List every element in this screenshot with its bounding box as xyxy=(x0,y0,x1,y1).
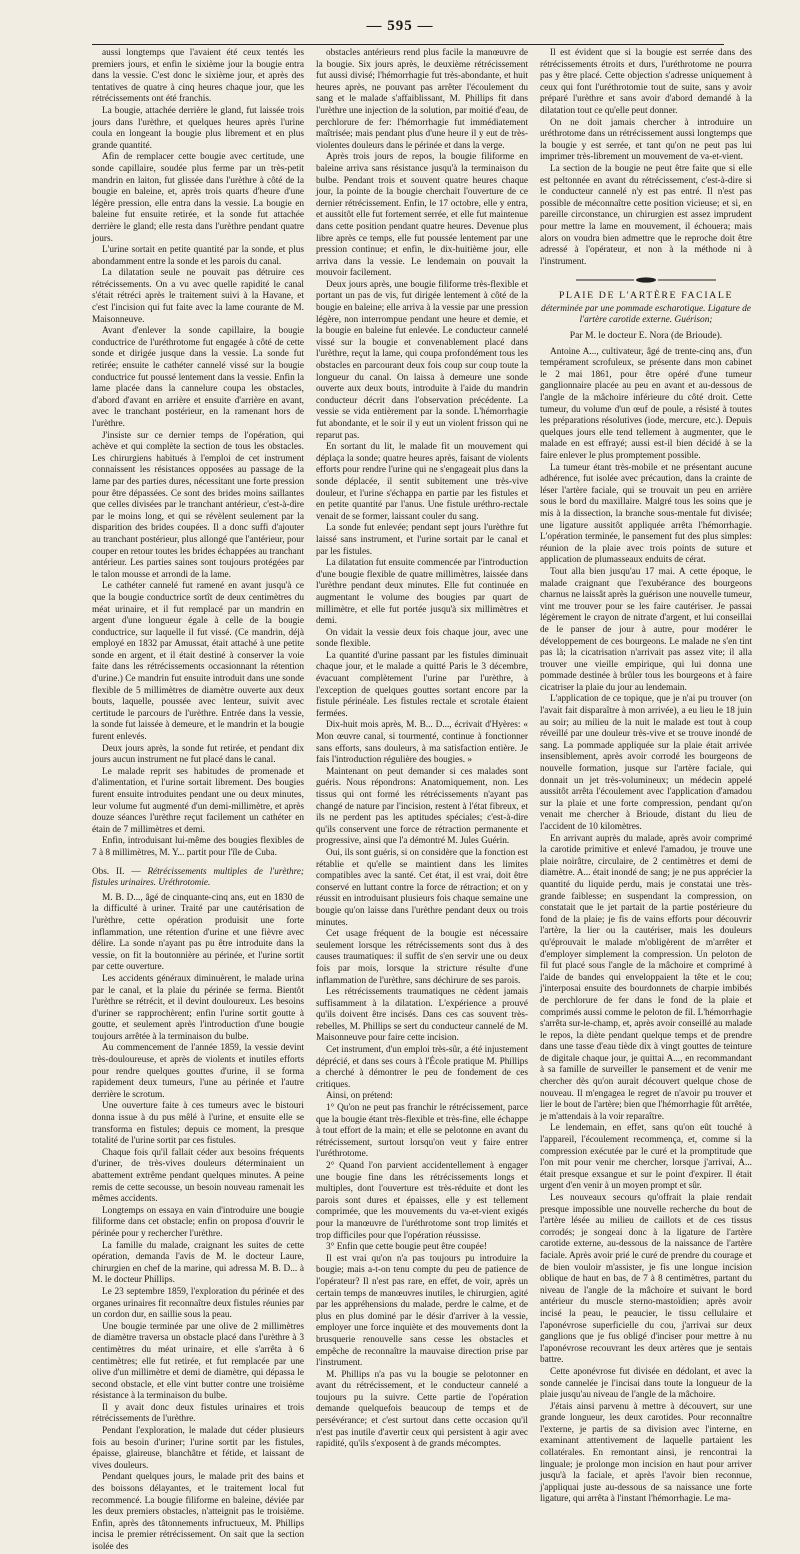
paragraph: Oui, ils sont guéris, si on considère que la fonction est rétablie et qu'elle se maintient dans les limites compatibles avec la santé. Cet état, il est vrai, doit être conservé en luttant contre la force de rétraction; et on y réussit en introduisant plusieurs fois chaque semaine une bougie qu'on laisse dans l'urèthre pendant deux ou trois minutes. xyxy=(316,847,528,928)
paragraph: La dilatation seule ne pouvait pas détruire ces rétrécissements. On a vu avec quelle rapidité le canal s'était rétréci après le traitement suivi à la Havane, et c'est l'incision qui fut faite avec la lame courante de M. Maisonneuve. xyxy=(92,268,304,325)
header-rule xyxy=(92,44,724,45)
section-paragraphs xyxy=(540,347,752,1506)
paragraph: obstacles antérieurs rend plus facile la manœuvre de la bougie. Six jours après, le deuxième rétrécissement fut aussi divisé; l'hémorrhagie fut très-abondante, et huit heures après, ne pouvant pas arrêter l'écoulement du sang et le malade s'affaiblissant, M. Phillips fit dans l'urèthre une injection de la solution, par moitié d'eau, de perchlorure de fer: l'hémorrhagie fut immédiatement maîtrisée; mais pendant plus d'une heure il y eut de très-violentes douleurs dans le périnée et dans la verge. xyxy=(316,48,528,151)
paragraph: La sonde fut enlevée; pendant sept jours l'urèthre fut laissé sans instrument, et l'urine sortait par le canal et par les fistules. xyxy=(316,523,528,557)
paragraph: aussi longtemps que l'avaient été ceux tentés les premiers jours, et enfin le sixième jour la bougie entra dans la vessie. C'est donc le sixième jour, et après des tentatives de quatre à cinq heures chaque jour, que les rétrécissements ont été franchis. xyxy=(92,48,304,105)
paragraph: M. Phillips n'a pas vu la bougie se pelotonner en avant du rétrécissement, et le conducteur cannelé a toujours pu la suivre. Cette partie de l'opération demande quelquefois beaucoup de temps et de persévérance; et c'est surtout dans cette occasion qu'il n'est pas inutile d'avertir ceux qui persistent à agir avec rapidité, qu'ils s'exposent à de grands mécomptes. xyxy=(316,1369,528,1450)
middle-column xyxy=(316,48,528,1450)
paragraph: La section de la bougie ne peut être faite que si elle est peltonnée en avant du rétrécissement, c'est-à-dire si le conducteur cannelé n'y est pas entré. Il n'est pas possible de méconnaître cette position vicieuse; et si, en pareille circonstance, un chirurgien est assez imprudent pour mettre la lame en mouvement, il échouera; mais alors on voudra bien admettre que le reproche doit être adressé à l'opérateur, et non à la méthode ni à l'instrument. xyxy=(540,163,752,267)
section-author: Par M. le docteur E. Nora (de Brioude). xyxy=(569,330,723,342)
paragraph: Au commencement de l'année 1859, la vessie devint très-douloureuse, et après de violents et inutiles efforts pour rendre quelques gouttes d'urine, il se forma rapidement deux tumeurs, l'une au périnée et l'autre derrière le scrotum. xyxy=(92,1043,304,1100)
paragraph: Le cathéter cannelé fut ramené en avant jusqu'à ce que la bougie conductrice sortît de deux centimètres du méat urinaire, et il fut remplacé par un mandrin en argent d'une longueur égale à celle de la bougie conductrice, sur laquelle il fut vissé. (Ce mandrin, déjà employé en 1832 par Amussat, était attaché à une petite sonde en argent, et il était destiné à conserver la voie faite dans les rétrécissements occasionnant la rétention d'urine.) Ce mandrin fut ensuite introduit dans une sonde flexible de 5 millimètres de diamètre ouverte aux deux bouts, laquelle, poussée avec lenteur, suivit avec certitude le parcours de l'urèthre. Entrée dans la vessie, la sonde fut laissée à demeure, et le mandrin et la bougie furent enlevés. xyxy=(92,581,304,743)
paragraph: Une bougie terminée par une olive de 2 millimètres de diamètre traversa un obstacle placé dans l'urèthre à 3 centimètres du méat urinaire, et elle s'arrêta à 6 centimètres; elle fut retirée, et fut remplacée par une olive d'un millimètre et demi de diamètre, qui dépassa le second obstacle, et elle vint butter contre une troisième résistance à la terminaison du bulbe. xyxy=(92,1321,304,1402)
section-title: PLAIE DE L'ARTÈRE FACIALE xyxy=(558,290,734,302)
middle-paragraphs xyxy=(316,48,528,1451)
right-paragraphs xyxy=(540,48,752,268)
right-column xyxy=(540,48,752,1505)
paragraph: Tout alla bien jusqu'au 17 mai. A cette époque, le malade craignant que l'exubérance des bourgeons charnus ne laissât après la guérison une nouvelle tumeur, vint me trouver pour se les faire cautériser. Je passai légèrement le crayon de nitrate d'argent, et lui conseillai de le panser de jour à autre, pour modérer le développement de ces bourgeons. Le malade ne s'en tint pas là; la cicatrisation n'arrivait pas assez vite; il alla trouver une vieille empirique, qui lui donna une pommade destinée à brûler tous les bourgeons et à faire cicatriser la plaie du jour au lendemain. xyxy=(540,566,752,693)
paragraph: Cet instrument, d'un emploi très-sûr, a été injustement déprécié, et dans ses cours à l'École pratique M. Phillips a cherché à démontrer le peu de fondement de ces critiques. xyxy=(316,1045,528,1090)
paragraph: Avant d'enlever la sonde capillaire, la bougie conductrice de l'uréthrotome fut engagée à côté de cette sonde et dirigée jusque dans la vessie. La sonde fut retirée; ensuite le cathéter cannelé vissé sur la bougie conductrice fut poussé lentement dans la vessie. Enfin la lame placée dans la cannelure coupa les obstacles, d'abord d'avant en arrière et ensuite d'arrière en avant, avec le tranchant postérieur, en la ramenant hors de l'urèthre. xyxy=(92,326,304,429)
page-number: — 595 — xyxy=(366,18,434,34)
paragraph: Afin de remplacer cette bougie avec certitude, une sonde capillaire, soudée plus ferme par un très-petit mandrin en laiton, fut glissée dans l'urèthre à côté de la bougie en baleine, et, après trois quarts d'heure d'une légère pression, elle entra dans la vessie. La bougie en baleine fut ensuite retirée, et la sonde fut attachée derrière le gland; elle resta dans l'urèthre pendant quatre jours. xyxy=(92,152,304,244)
paragraph: Les nouveaux secours qu'offrait la plaie rendait presque impossible une nouvelle recherche du bout de l'artère lésée au milieu de caillots et de ces tissus corrodés; je songeai donc à la ligature de l'artère carotide externe, au-dessous de la naissance de l'artère faciale. Après avoir prié le curé de prendre du courage et de bien vouloir m'assister, je fis une longue incision oblique de haut en bas, de 7 à 8 centimètres, partant du niveau de l'angle de la mâchoire et suivant le bord antérieur du muscle sterno-mastoïdien; après avoir incisé la peau, le peaucier, le tissu cellulaire et l'aponévrose superficielle du cou, j'arrivai sur deux ganglions que je fus obligé d'inciser pour mettre à nu l'aponévrose recouvrant les deux artères que je sentais battre. xyxy=(540,1193,752,1366)
section-subtitle: déterminée par une pommade escharotique. Ligature de l'artère carotide externe. Guérison; xyxy=(541,303,751,326)
paragraph: Cette aponévrose fut divisée en dédolant, et avec la sonde cannelée je l'incisai dans toute la longueur de la plaie jusqu'au niveau de l'angle de la mâchoire. xyxy=(540,1366,752,1401)
paragraph: Après trois jours de repos, la bougie filiforme en baleine arriva sans résistance jusqu'à la terminaison du bulbe. Pendant trois et souvent quatre heures chaque jour, la pointe de la bougie cherchait l'ouverture de ce dernier rétrécissement. Enfin, le 17 octobre, elle y entra, et aussitôt elle fut fortement serrée, et elle fut maintenue dans cette position pendant quatre heures. Devenue plus libre après ce temps, elle fut poussée lentement par une pression continue; et enfin, le dix-huitième jour, elle arriva dans la vessie. Le lendemain on pouvait la mouvoir facilement. xyxy=(316,152,528,279)
paragraph: Le lendemain, en effet, sans qu'on eût touché à l'appareil, l'écoulement recommença, et, comme si la compression exécutée par le curé et la promptitude que l'on mit pour venir me chercher, lorsque j'arrivai, A... était presque exsangue et sur le point d'expirer. Il était urgent d'en venir à un moyen prompt et sûr. xyxy=(540,1123,752,1192)
paragraph: Pendant l'exploration, le malade dut céder plusieurs fois au besoin d'uriner; l'urine sortit par les fistules, épaisse, glaireuse, blanchâtre et fétide, et laissant de vives douleurs. xyxy=(92,1426,304,1471)
paragraph: Ainsi, on prétend: xyxy=(326,1091,393,1102)
paragraph: On vidait la vessie deux fois chaque jour, avec une sonde flexible. xyxy=(316,627,528,650)
paragraph: Maintenant on peut demander si ces malades sont guéris. Nous répondrons: Anatomiquement, non. Les tissus qui ont formé les rétrécissements n'ayant pas changé de nature par l'incision, restent à l'état fibreux, et ils ne perdent pas les aptitudes spéciales; c'est-à-dire qu'ils conservent une force de rétraction permanente et progressive, ainsi que l'a démontré M. Jules Guérin. xyxy=(316,766,528,847)
paragraph: La bougie, attachée derrière le gland, fut laissée trois jours dans l'urèthre, et quelques heures après l'urine coula en longeant la bougie plus librement et en plus grande quantité. xyxy=(92,105,304,151)
paragraph: J'étais ainsi parvenu à mettre à découvert, sur une grande longueur, les deux carotides. Pour reconnaître l'externe, je partis de sa division avec l'interne, en examinant attentivement de laquelle partaient les collatérales. En remontant ainsi, je rencontrai la linguale; je prolonge mon incision en haut pour arriver jusqu'à la faciale, et après l'avoir bien reconnue, j'appliquai juste au-dessous de sa naissance une forte ligature, qui arrêta à l'instant l'hémorrhagie. Le ma- xyxy=(540,1401,752,1505)
paragraph: Il y avait donc deux fistules urinaires et trois rétrécissements de l'urèthre. xyxy=(92,1402,304,1425)
paragraph: Le 23 septembre 1859, l'exploration du périnée et des organes urinaires fit reconnaître deux fistules réunies par un cordon dur, en saillie sous la peau. xyxy=(92,1286,304,1321)
paragraph: M. B. D..., âgé de cinquante-cinq ans, eut en 1830 de la difficulté à uriner. Traité par une cautérisation de l'urèthre, cette opération produisit une forte inflammation, une rétention d'urine et une fièvre avec délire. La sonde n'ayant pas pu être introduite dans la vessie, on fit la boutonnière au périnée, et l'urine sortit par cette ouverture. xyxy=(92,892,304,973)
paragraph: J'insiste sur ce dernier temps de l'opération, qui achève et qui complète la section de tous les obstacles. Les chirurgiens habitués à l'emploi de cet instrument connaissent les résistances opposées au passage de la lame par des parties dures, nécessitant une forte pression pour être dépassées. Ce sont des brides moins saillantes que celles divisées par le tranchant antérieur, c'est-à-dire par le moins long, et qui se révèlent seulement par la disparition des brides coupées. Il a donc suffi d'ajouter au tranchant postérieur, plus allongé que l'antérieur, pour couper en retour toutes les brides échappées au tranchant antérieur. Les parties saines sont toujours protégées par le talon mousse et arrondi de la lame. xyxy=(92,430,304,580)
paragraph: 3° Enfin que cette bougie peut être coupée! xyxy=(326,1242,487,1253)
paragraph: Enfin, introduisant lui-même des bougies flexibles de 7 à 8 millimètres, M. Y... partit pour l'île de Cuba. xyxy=(92,836,304,858)
paragraph: Deux jours après, la sonde fut retirée, et pendant dix jours aucun instrument ne fut placé dans le canal. xyxy=(92,743,304,766)
observation-title: Rétrécissements multiples de l'urèthre; fistules urinaires. Uréthrotomie. xyxy=(92,865,304,888)
paragraph: L'urine sortait en petite quantité par la sonde, et plus abondamment entre la sonde et les parois du canal. xyxy=(92,245,304,267)
paragraph: Chaque fois qu'il fallait céder aux besoins fréquents d'uriner, de très-vives douleurs déterminaient un abattement extrême pendant quelques minutes. A peine remis de cette secousse, un besoin nouveau ramenait les mêmes accidents. xyxy=(92,1147,304,1205)
paragraph: En sortant du lit, le malade fit un mouvement qui déplaça la sonde; quatre heures après, faisant de violents efforts pour rendre l'urine qui ne s'engageait plus dans la sonde déplacée, il sentit subitement une très-vive douleur, et l'urine s'échappa en partie par les fistules et en petite quantité par l'anus. Une fistule uréthro-rectale venait de se former, laissant couler du sang. xyxy=(316,442,528,522)
paragraph: En arrivant auprès du malade, après avoir comprimé la carotide primitive et enlevé l'amadou, je trouve une plaie noirâtre, circulaire, de 2 centimètres et demi de diamètre. A... était inondé de sang; je ne pus apprécier la quantité du liquide perdu, mais je constatai une très-grande faiblesse; en suspendant la compression, on constatait que le jet partait de la partie postérieure du fond de la plaie; je fis de vains efforts pour découvrir l'artère, la lier ou la cautériser, mais les douleurs qu'éprouvait le malade m'obligèrent de m'arrêter et d'employer simplement la compression. Un peloton de fil fut placé sous l'angle de la mâchoire et comprimé à l'aide de bandes qui enveloppaient la tête et le cou; j'interposai ensuite des bourdonnets de charpie imbibés de perchlorure de fer dans le fond de la plaie et comprimés aussi comme le peloton de fil. L'hémorrhagie s'arrêta sur-le-champ, et, après avoir conseillé au malade le repos, la diète pendant quelque temps et de prendre dans une tasse d'eau tiède dix à vingt gouttes de teinture de digitale chaque jour, je quittai A..., en recommandant à sa famille de surveiller le pansement et de venir me chercher dès qu'on aurait découvert quelque chose de nouveau. Il m'engagea le regret de n'avoir pu trouver et lier le bout de l'artère; bien que l'hémorrhagie fût arrêtée, je m'attendais à la voir reparaître. xyxy=(540,833,752,1122)
text-columns xyxy=(92,48,752,1552)
paragraph: 2° Quand l'on parvient accidentellement à engager une bougie fine dans les rétrécissements longs et multiples, dont l'ouverture est très-réduite et dont les parois sont dures et épaisses, elle y est tellement comprimée, que les mouvements du va-et-vient exigés pour la manœuvre de l'uréthrotome sont trop limités et trop difficiles pour que l'opération réussisse. xyxy=(316,1161,528,1241)
observation-label: Obs. II. — xyxy=(92,865,141,876)
paragraph: Une ouverture faite à ces tumeurs avec le bistouri donna issue à du pus mêlé à l'urine, et ensuite elle se transforma en fistules; depuis ce moment, la presque totalité de l'urine sortit par ces fistules. xyxy=(92,1101,304,1147)
observation-heading xyxy=(92,866,304,889)
page-header xyxy=(0,18,800,48)
paragraph: Le malade reprit ses habitudes de promenade et d'alimentation, et l'urine sortait librement. Des bougies furent ensuite introduites pendant une ou deux minutes, leur volume fut augmenté d'un demi-millimètre, et après douze séances l'urèthre reçut facilement un cathéter en étain de 7 millimètres et demi. xyxy=(92,766,304,835)
paragraph: Pendant quelques jours, le malade prit des bains et des boissons délayantes, et le traitement local fut recommencé. La bougie filiforme en baleine, déviée par les deux premiers obstacles, n'atteignit pas le troisième. Enfin, après des tâtonnements infructueux, M. Phillips incisa le premier rétrécissement. On sait que la section isolée des xyxy=(92,1472,304,1552)
paragraph: On ne doit jamais chercher à introduire un uréthrotome dans un rétrécissement aussi longtemps que la bougie y est serrée, et tant qu'on ne peut pas lui imprimer très-librement un mouvement de va-et-vient. xyxy=(540,117,752,163)
paragraph: La famille du malade, craignant les suites de cette opération, demanda l'avis de M. le docteur Laure, chirurgien en chef de la marine, qui adressa M. B. D... à M. le docteur Phillips. xyxy=(92,1240,304,1286)
paragraph: La tumeur étant très-mobile et ne présentant aucune adhérence, fut isolée avec précaution, dans la crainte de léser l'artère faciale, qui se trouvait un peu en arrière sous le bord du maxillaire. Malgré tous les soins que je mis à la dissection, la branche sous-mentale fut divisée; une ligature aussitôt appliquée arrêta l'hémorrhagie. L'opération terminée, le pansement fut des plus simples: réunion de la plaie avec trois points de suture et application de plumasseaux enduits de cérat. xyxy=(540,462,752,566)
paragraph: La quantité d'urine passant par les fistules diminuait chaque jour, et le malade a quitté Paris le 3 décembre, évacuant complètement l'urine par l'urèthre, à l'exception de quelques gouttes sortant encore par la fistule périnéale. Les fistules rectale et scrotale étaient fermées. xyxy=(316,650,528,719)
paragraph: L'application de ce topique, que je n'ai pu trouver (on l'avait fait disparaître à mon arrivée), a eu lieu le 18 juin au soir; au milieu de la nuit le malade est tout à coup réveillé par une douleur très-vive et se trouve inondé de sang. La pommade appliquée sur la plaie était arrivée insensiblement, après avoir corrodé les bourgeons de nouvelle formation, jusque sur l'artère faciale, qui donnait un jet très-volumineux; un médecin appelé aussitôt arrêta l'écoulement avec l'application d'amadou sur la plaie et une forte compression, pendant qu'on venait me chercher à Brioude, distant du lieu de l'accident de 10 kilomètres. xyxy=(540,694,752,832)
left-column xyxy=(92,48,304,1552)
observation-paragraphs xyxy=(92,893,304,1554)
section-separator xyxy=(576,276,716,284)
paragraph: Cet usage fréquent de la bougie est nécessaire seulement lorsque les rétrécissements sont dus à des causes traumatiques: il suffit de s'en servir une ou deux fois par mois, lorsque la stricture résulte d'une inflammation de l'urèthre, sans déchirure de ses parois. xyxy=(316,929,528,986)
left-paragraphs xyxy=(92,48,304,860)
paragraph: Antoine A..., cultivateur, âgé de trente-cinq ans, d'un tempérament scrofuleux, se présente dans mon cabinet le 2 mai 1861, pour être opéré d'une tumeur ganglionnaire placée au peu en avant et au-dessous de l'angle de la mâchoire inférieure du côté droit. Cette tumeur, du volume d'un œuf de poule, a résisté à toutes les préparations résolutives (iode, mercure, etc.). Depuis quelques jours elle tend tellement à augmenter, que le malade en est effrayé; aussi est-il bien décidé à se la faire enlever le plus promptement possible. xyxy=(540,346,752,461)
paragraph: Il est vrai qu'on n'a pas toujours pu introduire la bougie; mais a-t-on tenu compte du peu de patience de l'opérateur? Il n'est pas rare, en effet, de voir, après un certain temps de manœuvres inutiles, le chirurgien, agité par les appréhensions du malade, perdre le calme, et de plus en plus dominé par le désir d'arriver à la vessie, employer une force inquiète et des mouvements dont la brusquerie renouvelle sans cesse les obstacles et empêche de reconnaître la mauvaise direction prise par l'instrument. xyxy=(316,1253,528,1369)
paragraph: 1° Qu'on ne peut pas franchir le rétrécissement, parce que la bougie étant très-flexible et très-fine, elle échappe à tout effort de la main; et elle se pelotonne en avant du rétrécissement, surtout lorsqu'on veut y faire entrer l'uréthrotome. xyxy=(316,1103,528,1160)
paragraph: Longtemps on essaya en vain d'introduire une bougie filiforme dans cet obstacle; enfin on proposa d'ouvrir le périnée pour y rechercher l'urèthre. xyxy=(92,1205,304,1239)
paragraph: Dix-huit mois après, M. B... D..., écrivait d'Hyères: « Mon œuvre canal, si tourmenté, continue à fonctionner sans efforts, sans douleurs, à ma satisfaction entière. Je fais l'introduction régulière des bougies. » xyxy=(316,720,528,766)
paragraph: Les accidents généraux diminuèrent, le malade urina par le canal, et la plaie du périnée se ferma. Bientôt l'urèthre se rétrécit, et il devint douloureux. Les besoins d'uriner se rapprochèrent; enfin l'urine sortit goutte à goutte, et seulement après l'introduction d'une bougie toujours arrêtée à la terminaison du bulbe. xyxy=(92,973,304,1042)
paragraph: Les rétrécissements traumatiques ne cèdent jamais suffisamment à la dilatation. L'expérience a prouvé qu'ils doivent être incisés. Dans ces cas souvent très-rebelles, M. Phillips se sert du conducteur cannelé de M. Maisonneuve pour faire cette incision. xyxy=(316,987,528,1044)
paragraph: Il est évident que si la bougie est serrée dans des rétrécissements étroits et durs, l'uréthrotome ne pourra pas y être placé. Cette objection s'adresse uniquement à ceux qui font l'uréthrotomie tout de suite, sans y avoir préparé l'urèthre et sans avoir d'abord demandé à la dilatation tout ce qu'elle peut donner. xyxy=(540,48,752,116)
paragraph: Deux jours après, une bougie filiforme très-flexible et portant un pas de vis, fut dirigée lentement à côté de la bougie en baleine; elle arriva à la vessie par une pression légère, non interrompue pendant une heure et demie, et la bougie en baleine fut enlevée. Le conducteur cannelé vissé sur la bougie et convenablement placé dans l'urèthre, reçut la lame, qui coupa profondément tous les obstacles en parcourant deux fois coup sur coup toute la longueur du canal. On laissa à demeure une sonde ouverte aux deux bouts, introduite à l'aide du mandrin conducteur décrit dans l'observation précédente. La vessie se vida entièrement par la sonde. L'hémorrhagie fut abondante, et le soir il y eut un violent frisson qui ne reparut pas. xyxy=(316,279,528,441)
paragraph: La dilatation fut ensuite commencée par l'introduction d'une bougie flexible de quatre millimètres, laissée dans l'urèthre pendant deux minutes. Elle fut continuée en augmentant le volume des bougies par quart de millimètre, et elle fut portée jusqu'à six millimètres et demi. xyxy=(316,558,528,627)
